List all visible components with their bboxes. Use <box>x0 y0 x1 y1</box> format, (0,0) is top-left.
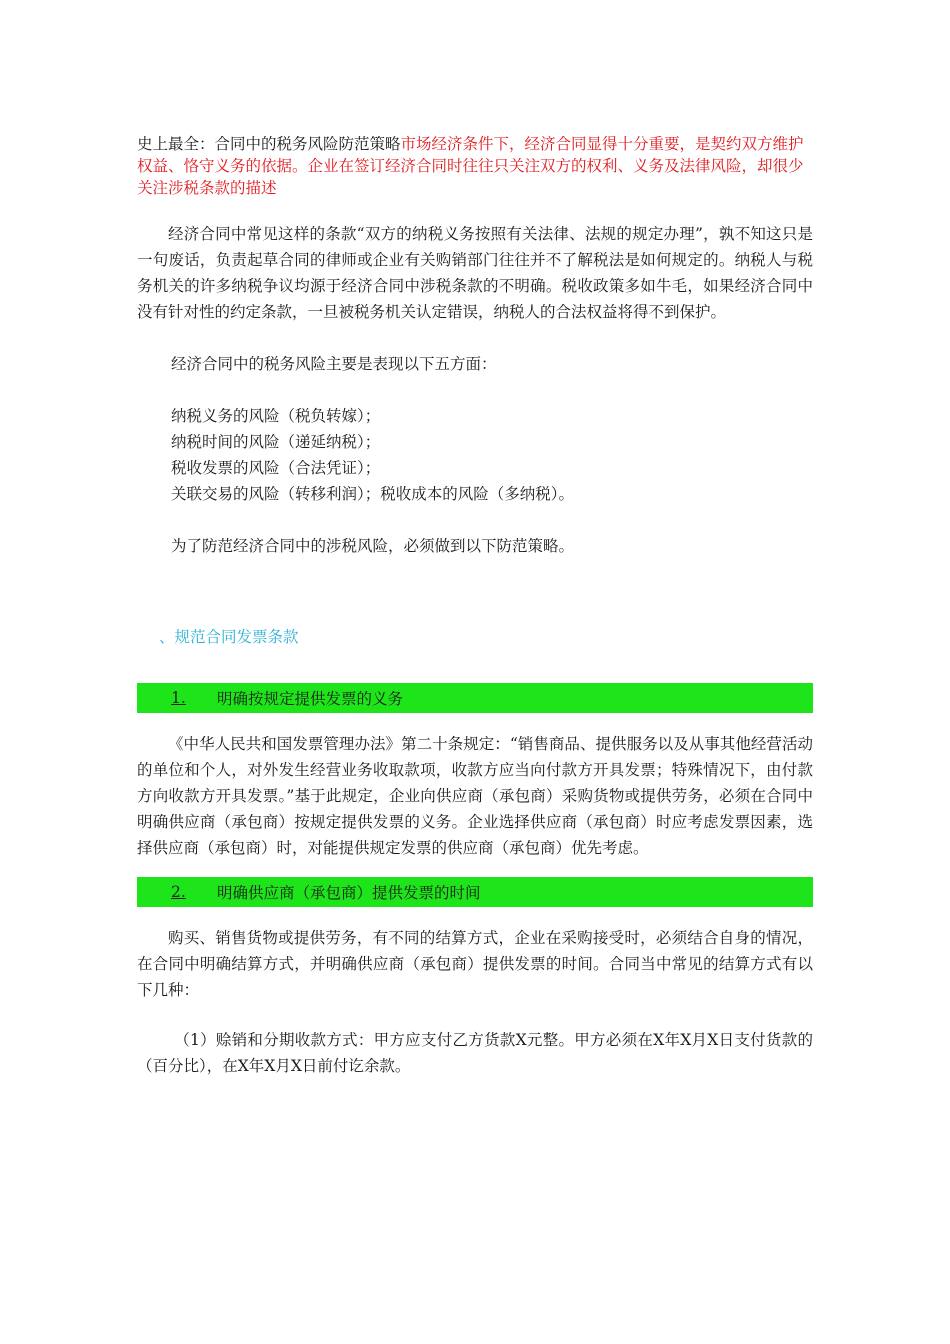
document-title <box>137 133 813 199</box>
subsection-heading-1 <box>137 683 813 713</box>
risk-item-4: 关联交易的风险（转移利润）；税收成本的风险（多纳税）。 <box>171 485 575 503</box>
subsection-number-1: 1. <box>171 689 186 707</box>
title-summary: 市场经济条件下，经济合同显得十分重要，是契约双方维护权益、恪守义务的依据。企业在签订经济合同时往往只关注双方的权利、义务及法律风险，却很少关注涉税条款的描述 <box>137 135 804 197</box>
document-page <box>137 133 813 1079</box>
settlement-item-1: （1）赊销和分期收款方式：甲方应支付乙方货款X元整。甲方必须在X年X月X日支付货款的（百分比），在X年X月X日前付讫余款。 <box>137 1031 813 1075</box>
risk-item-1: 纳税义务的风险（税负转嫁）； <box>171 407 381 425</box>
subsection-title-2: 明确供应商（承包商）提供发票的时间 <box>217 884 481 902</box>
risk-intro: 经济合同中的税务风险主要是表现以下五方面： <box>171 355 497 373</box>
title-main: 史上最全：合同中的税务风险防范策略 <box>137 135 401 153</box>
subsection-title-1: 明确按规定提供发票的义务 <box>217 690 404 708</box>
subsection-body-2: 购买、销售货物或提供劳务，有不同的结算方式，企业在采购接受时，必须结合自身的情况，在合同中明确结算方式，并明确供应商（承包商）提供发票的时间。合同当中常见的结算方式有以下几种： <box>137 929 813 999</box>
risk-item-2: 纳税时间的风险（递延纳税）； <box>171 433 381 451</box>
subsection-number-2: 2. <box>171 883 186 901</box>
intro-paragraph: 经济合同中常见这样的条款“双方的纳税义务按照有关法律、法规的规定办理”，孰不知这只是一句废话，负责起草合同的律师或企业有关购销部门往往并不了解税法是如何规定的。纳税人与税务机关的许多纳税争议均源于经济合同中涉税条款的不明确。税收政策多如牛毛，如果经济合同中没有针对性的约定条款，一旦被税务机关认定错误，纳税人的合法权益将得不到保护。 <box>137 225 813 321</box>
strategy-intro: 为了防范经济合同中的涉税风险，必须做到以下防范策略。 <box>171 537 575 555</box>
section-heading: 、规范合同发票条款 <box>159 628 299 646</box>
risk-item-3: 税收发票的风险（合法凭证）； <box>171 459 381 477</box>
subsection-body-1: 《中华人民共和国发票管理办法》第二十条规定：“销售商品、提供服务以及从事其他经营活动的单位和个人，对外发生经营业务收取款项，收款方应当向付款方开具发票；特殊情况下，由付款方向收款方开具发票。”基于此规定，企业向供应商（承包商）采购货物或提供劳务，必须在合同中明确供应商（承包商）按规定提供发票的义务。企业选择供应商（承包商）时应考虑发票因素，选择供应商（承包商）时，对能提供规定发票的供应商（承包商）优先考虑。 <box>137 735 813 857</box>
subsection-heading-2 <box>137 877 813 907</box>
